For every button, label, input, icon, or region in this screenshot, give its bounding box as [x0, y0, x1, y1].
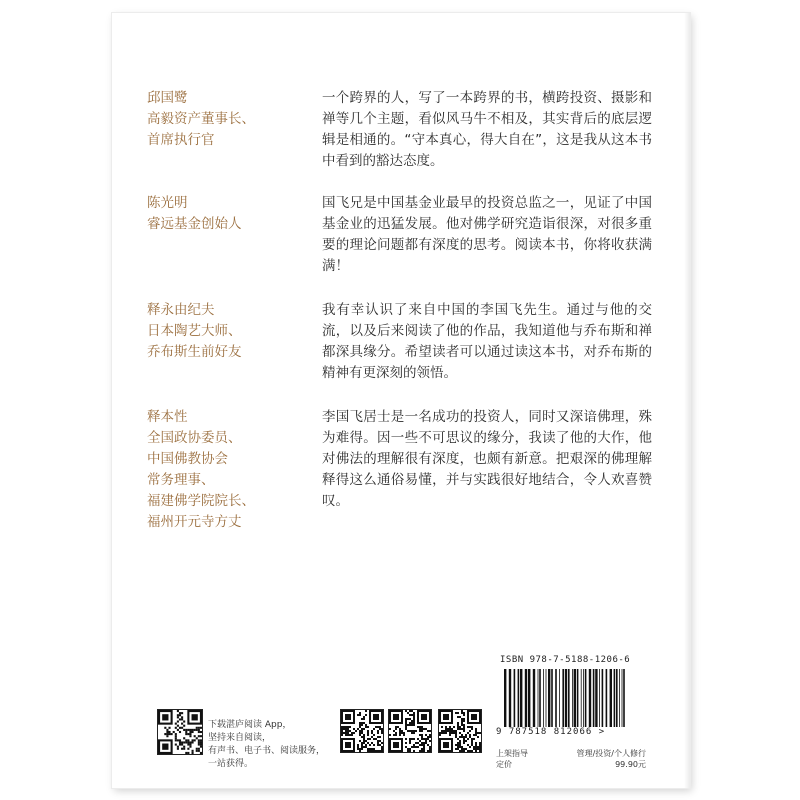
endorser-title: 常务理事、 — [147, 472, 215, 488]
price-value: 99.90元 — [615, 760, 646, 769]
app-qr-code-icon — [157, 709, 203, 755]
endorser-title: 睿远基金创始人 — [147, 216, 242, 232]
endorser-title: 中国佛教协会 — [147, 451, 228, 467]
qr-code-icon — [438, 709, 482, 753]
cover-edge-shadow — [684, 13, 690, 788]
endorsement-quote: 我有幸认识了来自中国的李国飞先生。通过与他的交流，以及后来阅读了他的作品，我知道他与乔布斯和禅都深具缘分。希望读者可以通过读这本书，对乔布斯的精神有更深刻的领悟。 — [322, 302, 652, 381]
app-promo-line: 有声书、电子书、阅读服务， — [208, 746, 326, 756]
barcode-icon — [502, 669, 628, 727]
app-promo-line: 下载湛庐阅读 App， — [208, 720, 292, 730]
endorser-title: 高毅资产董事长、 — [147, 111, 255, 127]
endorser-title: 首席执行官 — [147, 132, 215, 148]
barcode-digits: 9 787518 812066 > — [496, 727, 606, 737]
endorsement-quote: 一个跨界的人，写了一本跨界的书，横跨投资、摄影和禅等几个主题，看似风马牛不相及，其实背后的底层逻辑是相通的。“守本真心，得大自在”，这是我从这本书中看到的豁达态度。 — [322, 90, 652, 169]
app-promo-line: 一站获得。 — [208, 759, 254, 769]
endorser-info — [147, 407, 297, 533]
endorser-info — [147, 193, 297, 235]
book-back-cover — [112, 13, 690, 788]
endorsement-quote: 国飞兄是中国基金业最早的投资总监之一，见证了中国基金业的迅猛发展。他对佛学研究造诣很深，对很多重要的理论问题都有深度的思考。阅读本书，你将收获满满！ — [322, 195, 652, 274]
price-row — [496, 759, 646, 770]
endorser-info — [147, 88, 297, 151]
endorser-title: 福建佛学院院长、 — [147, 493, 255, 509]
endorser-name: 邱国鹭 — [147, 90, 188, 106]
category-row — [496, 748, 646, 759]
price-block — [496, 748, 646, 770]
app-promo-line: 坚持来自阅读， — [208, 733, 272, 743]
app-promo-text — [208, 719, 338, 771]
endorser-title: 乔布斯生前好友 — [147, 344, 242, 360]
isbn-label: ISBN 978-7-5188-1206-6 — [500, 655, 631, 665]
endorser-info — [147, 300, 297, 363]
category-value: 管理/投资/个人修行 — [576, 749, 646, 758]
endorsement-quote: 李国飞居士是一名成功的投资人，同时又深谙佛理，殊为难得。因一些不可思议的缘分，我读了他的大作，他对佛法的理解很有深度，也颇有新意。把艰深的佛理解释得这么通俗易懂，并与实践很好地结合，令人欢喜赞叹。 — [322, 409, 652, 509]
endorser-name: 陈光明 — [147, 195, 188, 211]
endorser-title: 全国政协委员、 — [147, 430, 242, 446]
endorser-title: 福州开元寺方丈 — [147, 514, 242, 530]
price-label: 定价 — [496, 760, 512, 769]
endorser-name: 释本性 — [147, 409, 188, 425]
endorser-title: 日本陶艺大师、 — [147, 323, 242, 339]
category-label: 上架指导 — [496, 749, 528, 758]
qr-code-icon — [388, 709, 432, 753]
qr-code-icon — [340, 709, 384, 753]
endorser-name: 释永由纪夫 — [147, 302, 215, 318]
